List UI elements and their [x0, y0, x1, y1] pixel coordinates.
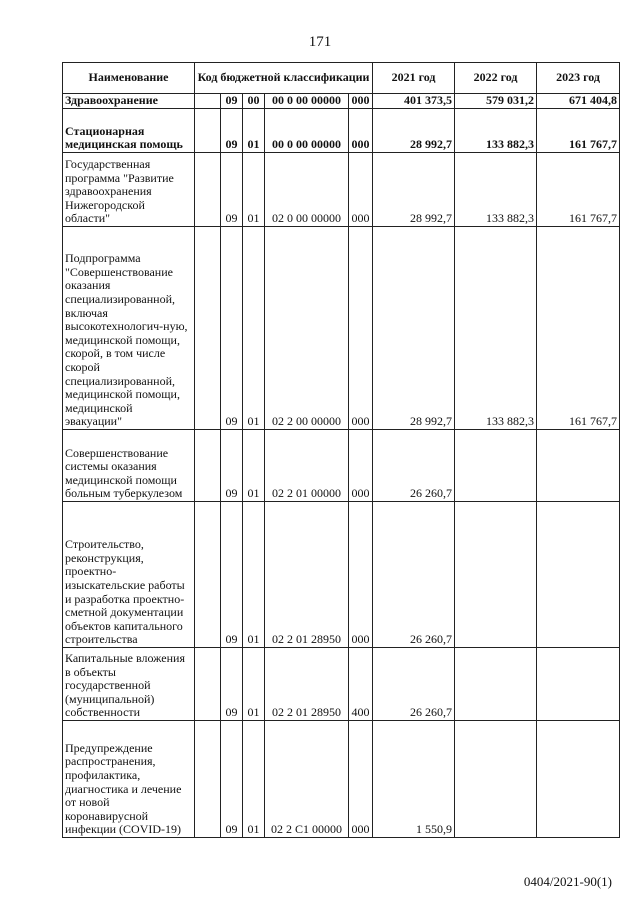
row-type: 000 — [349, 502, 373, 648]
row-name: Стационарная медицинская помощь — [63, 109, 195, 153]
table-row — [63, 94, 620, 109]
row-2022 — [455, 430, 537, 502]
row-section: 09 — [221, 430, 243, 502]
row-name: Капитальные вложения в объекты государственной (муниципальной) собственности — [63, 648, 195, 721]
row-2023: 161 767,7 — [537, 153, 620, 227]
row-target: 02 2 01 28950 — [265, 648, 349, 721]
row-subsection: 00 — [243, 94, 265, 109]
row-2021: 28 992,7 — [373, 153, 455, 227]
row-subsection: 01 — [243, 430, 265, 502]
row-2021: 28 992,7 — [373, 109, 455, 153]
row-name: Подпрограмма "Совершенствование оказания специализированной, включая высокотехнологич-ную, медицинской помощи, скорой, в том числе скорой специализированной, медицинской помощи, медицинской эвакуации" — [63, 227, 195, 430]
row-target: 02 0 00 00000 — [265, 153, 349, 227]
row-subsection: 01 — [243, 721, 265, 838]
row-2021: 26 260,7 — [373, 648, 455, 721]
row-section: 09 — [221, 94, 243, 109]
row-2023: 671 404,8 — [537, 94, 620, 109]
row-name: Совершенствование системы оказания медицинской помощи больным туберкулезом — [63, 430, 195, 502]
row-type: 000 — [349, 94, 373, 109]
budget-table — [62, 62, 620, 838]
table-row — [63, 227, 620, 430]
table-row — [63, 430, 620, 502]
row-type: 400 — [349, 648, 373, 721]
row-2021: 28 992,7 — [373, 227, 455, 430]
table-row — [63, 648, 620, 721]
row-subsection: 01 — [243, 502, 265, 648]
row-type: 000 — [349, 227, 373, 430]
row-section: 09 — [221, 721, 243, 838]
row-2022: 133 882,3 — [455, 109, 537, 153]
row-section: 09 — [221, 153, 243, 227]
document-code: 0404/2021-90(1) — [523, 874, 612, 889]
row-section: 09 — [221, 648, 243, 721]
row-2023 — [537, 430, 620, 502]
row-subsection: 01 — [243, 153, 265, 227]
row-name: Здравоохранение — [63, 94, 195, 109]
row-2022: 579 031,2 — [455, 94, 537, 109]
row-2023 — [537, 502, 620, 648]
row-target: 02 2 00 00000 — [265, 227, 349, 430]
row-target: 00 0 00 00000 — [265, 109, 349, 153]
table-row — [63, 153, 620, 227]
row-2022: 133 882,3 — [455, 227, 537, 430]
table-row — [63, 109, 620, 153]
row-2023 — [537, 721, 620, 838]
table-row — [63, 721, 620, 838]
row-subsection: 01 — [243, 109, 265, 153]
row-2021: 26 260,7 — [373, 502, 455, 648]
row-section: 09 — [221, 227, 243, 430]
table-row — [63, 502, 620, 648]
row-2021: 401 373,5 — [373, 94, 455, 109]
row-subsection: 01 — [243, 648, 265, 721]
row-2023: 161 767,7 — [537, 227, 620, 430]
row-2021: 1 550,9 — [373, 721, 455, 838]
row-2022 — [455, 502, 537, 648]
row-2023: 161 767,7 — [537, 109, 620, 153]
row-section: 09 — [221, 502, 243, 648]
row-target: 00 0 00 00000 — [265, 94, 349, 109]
row-type: 000 — [349, 721, 373, 838]
row-2022 — [455, 648, 537, 721]
row-section: 09 — [221, 109, 243, 153]
table-header-row — [63, 63, 620, 94]
page-number: 171 — [308, 34, 332, 50]
row-type: 000 — [349, 430, 373, 502]
header-2023: 2023 год — [537, 63, 620, 94]
row-target: 02 2 01 28950 — [265, 502, 349, 648]
row-target: 02 2 C1 00000 — [265, 721, 349, 838]
row-2022 — [455, 721, 537, 838]
header-2021: 2021 год — [373, 63, 455, 94]
row-2023 — [537, 648, 620, 721]
header-2022: 2022 год — [455, 63, 537, 94]
row-type: 000 — [349, 109, 373, 153]
header-name: Наименование — [63, 63, 195, 94]
row-target: 02 2 01 00000 — [265, 430, 349, 502]
row-name: Предупреждение распространения, профилактика, диагностика и лечение от новой коронавирусной инфекции (COVID-19) — [63, 721, 195, 838]
row-name: Государственная программа "Развитие здравоохранения Нижегородской области" — [63, 153, 195, 227]
row-type: 000 — [349, 153, 373, 227]
row-2022: 133 882,3 — [455, 153, 537, 227]
header-code: Код бюджетной классификации — [195, 63, 373, 94]
row-subsection: 01 — [243, 227, 265, 430]
row-name: Строительство, реконструкция, проектно-изыскательские работы и разработка проектно-сметной документации объектов капитального строительства — [63, 502, 195, 648]
row-2021: 26 260,7 — [373, 430, 455, 502]
